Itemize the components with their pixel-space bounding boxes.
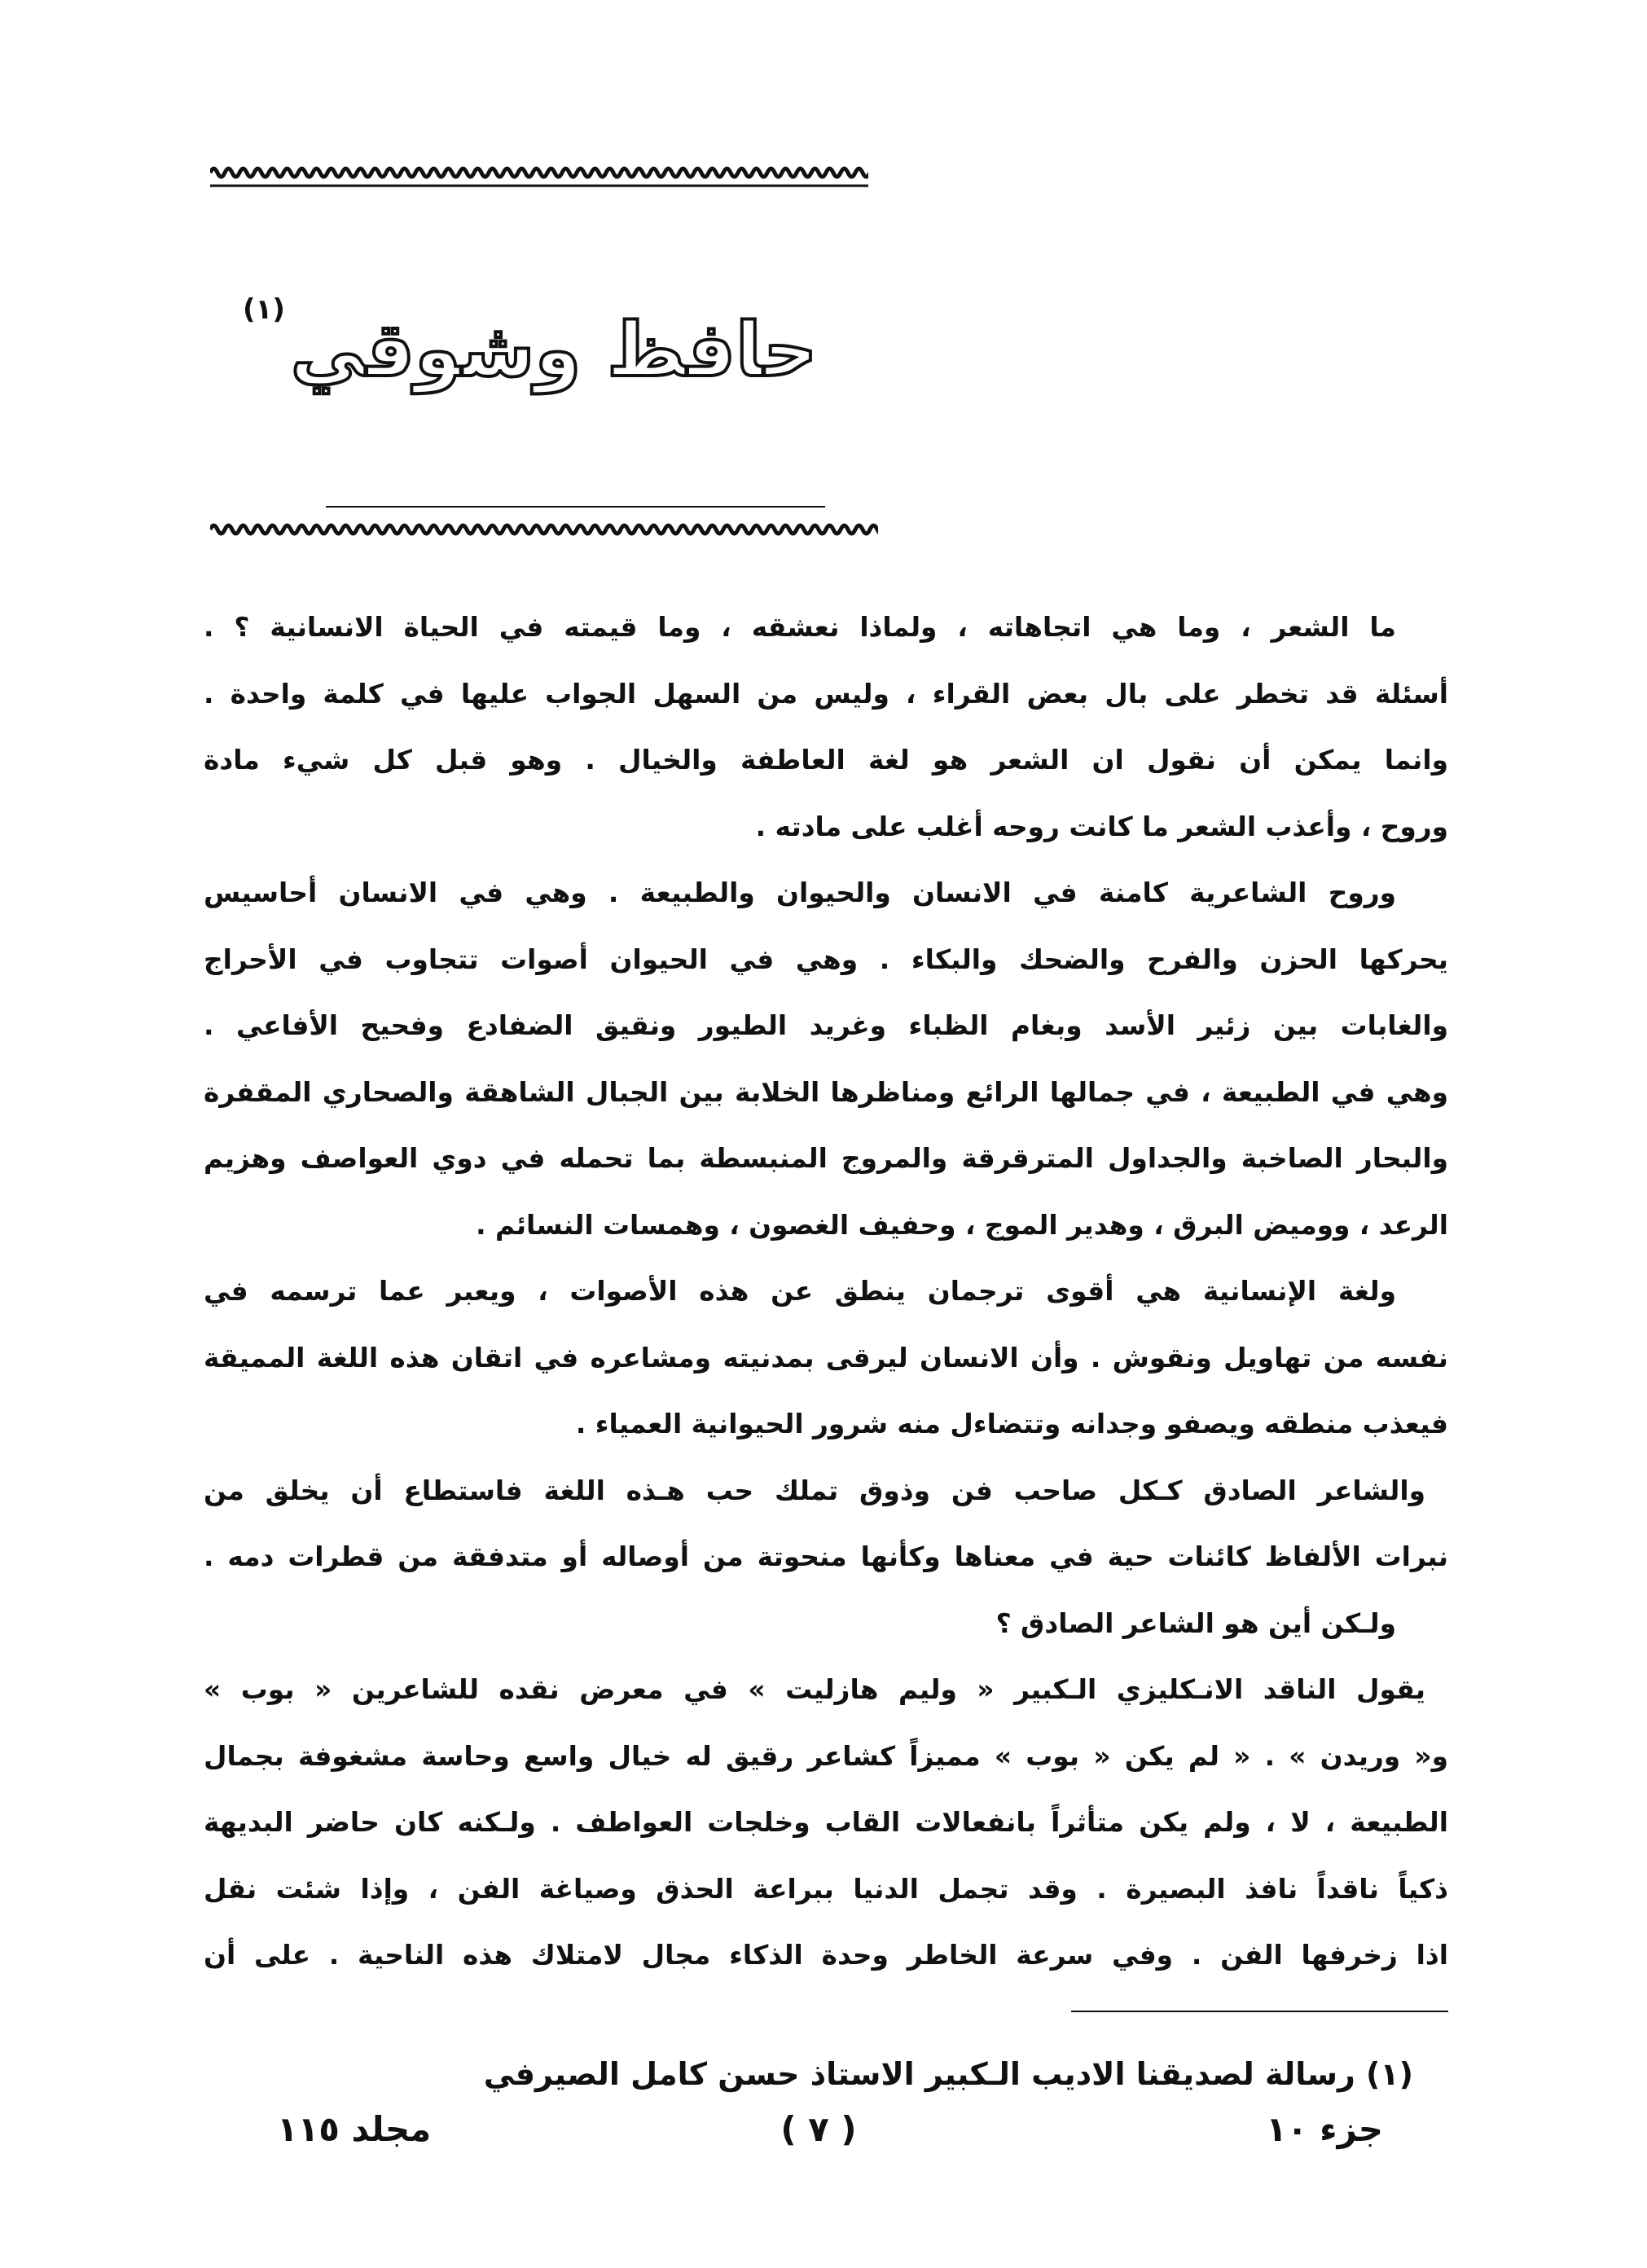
body-line-text: وانما يمكن أن نقول ان الشعر هو لغة العاطفة والخيال . وهو قبل كل شيء مادة [204,745,1448,776]
body-line [204,1524,1448,1591]
body-line [204,1259,1448,1325]
body-line [204,1790,1448,1857]
body-line-text: أسئلة قد تخطر على بال بعض القراء ، وليس من السهل الجواب عليها في كلمة واحدة . [204,678,1448,710]
body-line-text: والبحار الصاخبة والجداول المترقرقة والمروج المنبسطة بما تحمله في دوي العواصف وهزيم [204,1143,1448,1174]
body-line [204,1391,1448,1458]
body-line-text: يقول الناقد الانـكليزي الـكبير « وليم هازليت » في معرض نقده للشاعرين « بوب » [204,1674,1425,1705]
footnote-text: (١) رسالة لصديقنا الاديب الـكبير الاستاذ حسن كامل الصيرفي [483,2056,1413,2092]
body-line-text: وروح الشاعرية كامنة في الانسان والحيوان والطبيعة . وهي في الانسان أحاسيس [204,877,1396,908]
ornament-wave [210,525,878,534]
body-line-text: و« وريدن » . « لم يكن « بوب » مميزاً كشاعر رقيق له خيال واسع وحاسة مشغوفة بجمال [204,1740,1448,1772]
body-line [204,595,1448,662]
body-line-text: وروح ، وأعذب الشعر ما كانت روحه أغلب على مادته . [755,811,1448,842]
body-line [204,1724,1448,1791]
footer-page-number: ( ٧ ) [780,2109,857,2149]
body-line [204,1923,1448,1989]
body-line [204,1657,1448,1724]
body-line-text: ولـكن أين هو الشاعر الصادق ؟ [995,1607,1396,1639]
body-line [204,993,1448,1060]
body-line-text: نفسه من تهاويل ونقوش . وأن الانسان ليرقى بمدنيته ومشاعره في اتقان هذه اللغة المميقة [204,1342,1448,1374]
article-body [204,595,1448,1989]
body-line-text: فيعذب منطقه ويصفو وجدانه وتتضاءل منه شرور الحيوانية العمياء . [575,1409,1448,1439]
body-line [204,1857,1448,1923]
body-line [204,1458,1448,1525]
body-line [204,1591,1448,1658]
footer-issue-number: جزء ١٠ [1266,2109,1383,2149]
body-line [204,662,1448,728]
body-line-text: والشاعر الصادق كـكل صاحب فن وذوق تملك حب هـذه اللغة فاستطاع أن يخلق من [204,1475,1425,1506]
body-line [204,1060,1448,1127]
body-line-text: ما الشعر ، وما هي اتجاهاته ، ولماذا نعشقه ، وما قيمته في الحياة الانسانية ؟ . [204,612,1396,643]
footnote-separator [1071,2011,1448,2012]
body-line-text: ذكياً ناقداً نافذ البصيرة . وقد تجمل الدنيا ببراعة الحذق وصياغة الفن ، وإذا شئت نقل [204,1873,1448,1905]
title-ornament [210,499,878,539]
body-line-text: الطبيعة ، لا ، ولم يكن متأثراً بانفعالات القاب وخلجات العواطف . ولـكنه كان حاضر البديهة [204,1807,1448,1838]
body-line-text: نبرات الألفاظ كائنات حية في معناها وكأنها منحوتة من أوصاله أو متدفقة من قطرات دمه . [204,1541,1448,1572]
body-line [204,727,1448,794]
body-line-text: الرعد ، ووميض البرق ، وهدير الموج ، وحفيف الغصون ، وهمسات النسائم . [476,1209,1448,1241]
body-line [204,860,1448,927]
body-line [204,1193,1448,1259]
body-line [204,794,1448,861]
article-title [285,261,823,440]
body-line-text: اذا زخرفها الفن . وفي سرعة الخاطر وحدة الذكاء مجال لامتلاك هذه الناحية . على أن [204,1940,1448,1971]
body-line-text: والغابات بين زئير الأسد وبغام الظباء وغريد الطيور ونقيق الضفادع وفحيح الأفاعي . [204,1010,1448,1041]
ornament-wave [210,169,868,177]
title-footnote-marker: (١) [243,293,285,326]
footnote [273,2051,1413,2097]
body-line [204,1126,1448,1193]
body-line [204,1325,1448,1392]
top-ornament [210,160,868,192]
footer-volume-number: مجلد ١١٥ [277,2109,432,2149]
article-title-text: حافظ وشوقي [290,306,818,393]
body-line-text: وهي في الطبيعة ، في جمالها الرائع ومناظرها الخلابة بين الجبال الشاهقة والصحاري المقفرة [204,1076,1448,1108]
body-line-text: يحركها الحزن والفرح والضحك والبكاء . وهي في الحيوان أصوات تتجاوب في الأحراج [204,943,1448,975]
body-line-text: ولغة الإنسانية هي أقوى ترجمان ينطق عن هذه الأصوات ، ويعبر عما ترسمه في [204,1276,1396,1307]
body-line [204,927,1448,994]
